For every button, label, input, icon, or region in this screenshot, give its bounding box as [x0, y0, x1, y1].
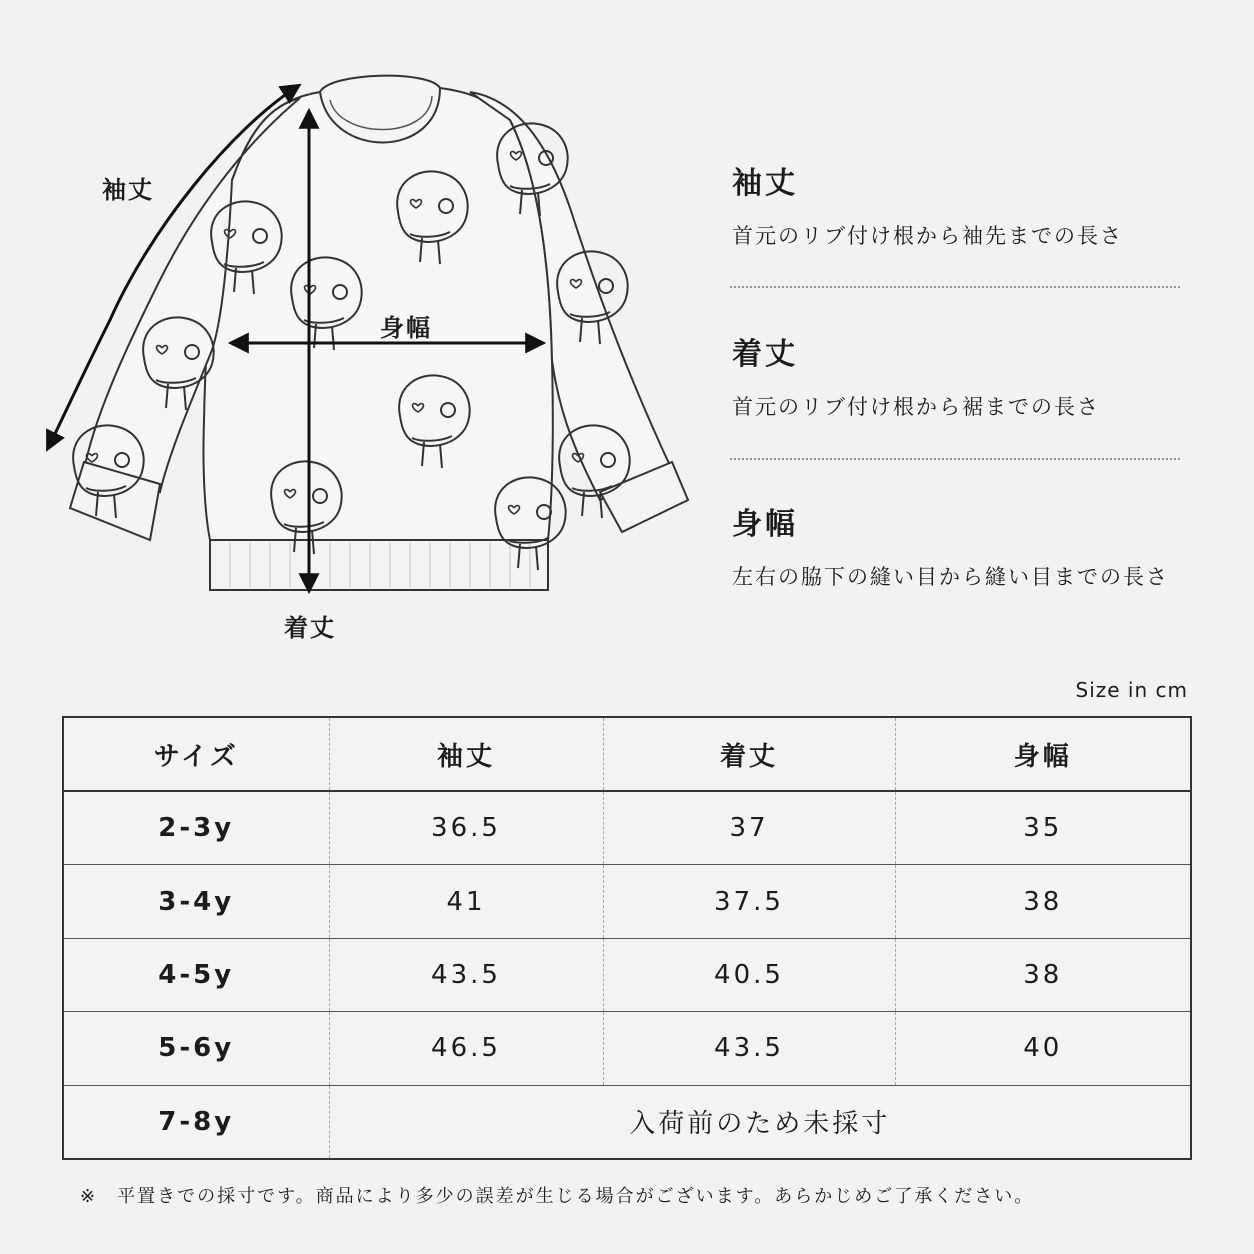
header-length: 着丈 — [603, 717, 895, 791]
length-cell: 37 — [603, 791, 895, 865]
table-header-row — [63, 717, 1191, 791]
size-cell: 5-6y — [63, 1012, 329, 1085]
definition-width — [732, 499, 1180, 591]
not-measured-note: 入荷前のため未採寸 — [329, 1085, 1191, 1159]
definition-length — [732, 329, 1180, 421]
footnote: ※ 平置きでの採寸です。商品により多少の誤差が生じる場合がございます。あらかじめご了承ください。 — [80, 1186, 1035, 1207]
table-row — [63, 865, 1191, 938]
length-cell: 43.5 — [603, 1012, 895, 1085]
length-label: 着丈 — [284, 614, 336, 642]
divider — [730, 458, 1180, 460]
table-row — [63, 791, 1191, 865]
width-cell: 38 — [895, 865, 1191, 938]
sleeve-cell: 36.5 — [329, 791, 603, 865]
size-cell: 3-4y — [63, 865, 329, 938]
width-cell: 38 — [895, 938, 1191, 1011]
header-width: 身幅 — [895, 717, 1191, 791]
definition-description: 左右の脇下の縫い目から縫い目までの長さ — [732, 565, 1169, 589]
definition-title: 着丈 — [732, 337, 798, 372]
definition-sleeve — [732, 158, 1180, 250]
definition-title: 袖丈 — [732, 166, 798, 201]
length-cell: 37.5 — [603, 865, 895, 938]
sleeve-cell: 41 — [329, 865, 603, 938]
header-sleeve: 袖丈 — [329, 717, 603, 791]
definition-description: 首元のリブ付け根から袖先までの長さ — [732, 224, 1123, 248]
width-label: 身幅 — [380, 314, 432, 342]
table-row — [63, 1085, 1191, 1159]
header-size: サイズ — [63, 717, 329, 791]
size-table — [62, 716, 1192, 1160]
size-cell: 4-5y — [63, 938, 329, 1011]
sleeve-cell: 46.5 — [329, 1012, 603, 1085]
width-cell: 40 — [895, 1012, 1191, 1085]
size-cell: 2-3y — [63, 791, 329, 865]
unit-note: Size in cm — [1075, 678, 1188, 702]
sleeve-label: 袖丈 — [102, 176, 154, 204]
definition-description: 首元のリブ付け根から裾までの長さ — [732, 395, 1100, 419]
definition-title: 身幅 — [732, 507, 798, 542]
table-row — [63, 1012, 1191, 1085]
table-row — [63, 938, 1191, 1011]
divider — [730, 286, 1180, 288]
size-cell: 7-8y — [158, 1106, 235, 1137]
hem-rib — [210, 540, 548, 590]
length-cell: 40.5 — [603, 938, 895, 1011]
sweatshirt-body — [203, 88, 552, 540]
width-cell: 35 — [895, 791, 1191, 865]
sleeve-cell: 43.5 — [329, 938, 603, 1011]
